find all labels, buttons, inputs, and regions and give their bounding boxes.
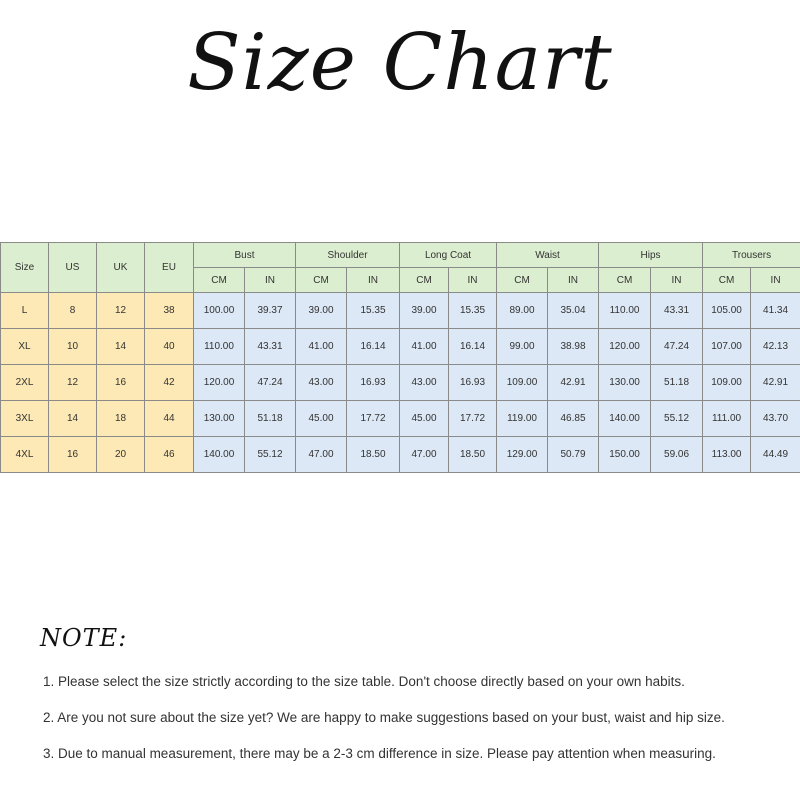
table-cell: 44 bbox=[145, 401, 194, 437]
table-cell: 111.00 bbox=[703, 401, 751, 437]
table-cell: 18.50 bbox=[449, 437, 497, 473]
table-cell: 41.34 bbox=[751, 293, 800, 329]
unit-header-cm: CM bbox=[497, 268, 548, 293]
table-cell: 41.00 bbox=[296, 329, 347, 365]
table-cell: 130.00 bbox=[194, 401, 245, 437]
table-cell: 55.12 bbox=[245, 437, 296, 473]
table-cell: 43.00 bbox=[400, 365, 449, 401]
header-uk: UK bbox=[97, 243, 145, 293]
table-cell: L bbox=[1, 293, 49, 329]
table-cell: 100.00 bbox=[194, 293, 245, 329]
table-cell: 44.49 bbox=[751, 437, 800, 473]
unit-header-in: IN bbox=[548, 268, 599, 293]
table-cell: 38.98 bbox=[548, 329, 599, 365]
table-cell: 20 bbox=[97, 437, 145, 473]
table-cell: 16.93 bbox=[449, 365, 497, 401]
header-waist: Waist bbox=[497, 243, 599, 268]
table-cell: 47.00 bbox=[400, 437, 449, 473]
table-cell: 35.04 bbox=[548, 293, 599, 329]
table-cell: 120.00 bbox=[194, 365, 245, 401]
table-cell: 43.31 bbox=[651, 293, 703, 329]
unit-header-cm: CM bbox=[599, 268, 651, 293]
table-cell: 43.00 bbox=[296, 365, 347, 401]
table-cell: 47.00 bbox=[296, 437, 347, 473]
table-cell: 150.00 bbox=[599, 437, 651, 473]
table-cell: 51.18 bbox=[245, 401, 296, 437]
unit-header-in: IN bbox=[651, 268, 703, 293]
unit-header-in: IN bbox=[245, 268, 296, 293]
table-cell: 16.14 bbox=[347, 329, 400, 365]
table-cell: 15.35 bbox=[347, 293, 400, 329]
unit-header-cm: CM bbox=[296, 268, 347, 293]
table-cell: 43.70 bbox=[751, 401, 800, 437]
table-cell: 107.00 bbox=[703, 329, 751, 365]
table-cell: 120.00 bbox=[599, 329, 651, 365]
table-cell: 17.72 bbox=[347, 401, 400, 437]
table-cell: XL bbox=[1, 329, 49, 365]
table-cell: 42 bbox=[145, 365, 194, 401]
table-cell: 12 bbox=[97, 293, 145, 329]
header-us: US bbox=[49, 243, 97, 293]
table-row bbox=[1, 437, 800, 473]
table-cell: 51.18 bbox=[651, 365, 703, 401]
table-cell: 14 bbox=[49, 401, 97, 437]
header-shoulder: Shoulder bbox=[296, 243, 400, 268]
header-bust: Bust bbox=[194, 243, 296, 268]
table-cell: 130.00 bbox=[599, 365, 651, 401]
table-cell: 4XL bbox=[1, 437, 49, 473]
header-trousers: Trousers bbox=[703, 243, 800, 268]
table-cell: 16 bbox=[97, 365, 145, 401]
table-row bbox=[1, 401, 800, 437]
table-cell: 42.91 bbox=[548, 365, 599, 401]
header-eu: EU bbox=[145, 243, 194, 293]
header-long-coat: Long Coat bbox=[400, 243, 497, 268]
table-cell: 10 bbox=[49, 329, 97, 365]
table-cell: 15.35 bbox=[449, 293, 497, 329]
table-cell: 45.00 bbox=[400, 401, 449, 437]
unit-header-cm: CM bbox=[703, 268, 751, 293]
table-cell: 50.79 bbox=[548, 437, 599, 473]
table-cell: 39.00 bbox=[296, 293, 347, 329]
table-cell: 18 bbox=[97, 401, 145, 437]
table-row bbox=[1, 365, 800, 401]
table-cell: 59.06 bbox=[651, 437, 703, 473]
table-cell: 14 bbox=[97, 329, 145, 365]
table-cell: 47.24 bbox=[245, 365, 296, 401]
unit-header-in: IN bbox=[347, 268, 400, 293]
table-cell: 16.93 bbox=[347, 365, 400, 401]
table-cell: 43.31 bbox=[245, 329, 296, 365]
note-title: NOTE: bbox=[40, 624, 128, 652]
table-cell: 17.72 bbox=[449, 401, 497, 437]
table-cell: 109.00 bbox=[703, 365, 751, 401]
table-cell: 119.00 bbox=[497, 401, 548, 437]
table-cell: 105.00 bbox=[703, 293, 751, 329]
page-title: Size Chart bbox=[187, 18, 613, 108]
table-cell: 55.12 bbox=[651, 401, 703, 437]
table-row bbox=[1, 293, 800, 329]
table-row bbox=[1, 329, 800, 365]
table-cell: 42.91 bbox=[751, 365, 800, 401]
note-item: 1. Please select the size strictly according to the size table. Don't choose directly based on your own habits. bbox=[43, 674, 685, 689]
table-cell: 41.00 bbox=[400, 329, 449, 365]
size-table-body bbox=[1, 293, 800, 473]
table-cell: 16.14 bbox=[449, 329, 497, 365]
unit-header-cm: CM bbox=[400, 268, 449, 293]
table-cell: 42.13 bbox=[751, 329, 800, 365]
note-item: 3. Due to manual measurement, there may be a 2-3 cm difference in size. Please pay attention when measuring. bbox=[43, 746, 716, 761]
table-cell: 110.00 bbox=[194, 329, 245, 365]
unit-header-cm: CM bbox=[194, 268, 245, 293]
table-cell: 109.00 bbox=[497, 365, 548, 401]
table-cell: 140.00 bbox=[599, 401, 651, 437]
table-cell: 8 bbox=[49, 293, 97, 329]
table-cell: 47.24 bbox=[651, 329, 703, 365]
unit-header-in: IN bbox=[449, 268, 497, 293]
table-cell: 140.00 bbox=[194, 437, 245, 473]
table-cell: 12 bbox=[49, 365, 97, 401]
table-cell: 89.00 bbox=[497, 293, 548, 329]
header-hips: Hips bbox=[599, 243, 703, 268]
table-cell: 38 bbox=[145, 293, 194, 329]
table-cell: 39.00 bbox=[400, 293, 449, 329]
size-table bbox=[0, 242, 800, 473]
table-cell: 99.00 bbox=[497, 329, 548, 365]
table-cell: 3XL bbox=[1, 401, 49, 437]
table-cell: 39.37 bbox=[245, 293, 296, 329]
header-size: Size bbox=[1, 243, 49, 293]
table-cell: 2XL bbox=[1, 365, 49, 401]
table-cell: 46 bbox=[145, 437, 194, 473]
table-cell: 113.00 bbox=[703, 437, 751, 473]
table-cell: 40 bbox=[145, 329, 194, 365]
note-item: 2. Are you not sure about the size yet? We are happy to make suggestions based on your bust, waist and hip size. bbox=[43, 710, 725, 725]
table-cell: 45.00 bbox=[296, 401, 347, 437]
unit-header-in: IN bbox=[751, 268, 800, 293]
table-cell: 18.50 bbox=[347, 437, 400, 473]
table-cell: 129.00 bbox=[497, 437, 548, 473]
table-cell: 16 bbox=[49, 437, 97, 473]
table-cell: 110.00 bbox=[599, 293, 651, 329]
table-cell: 46.85 bbox=[548, 401, 599, 437]
